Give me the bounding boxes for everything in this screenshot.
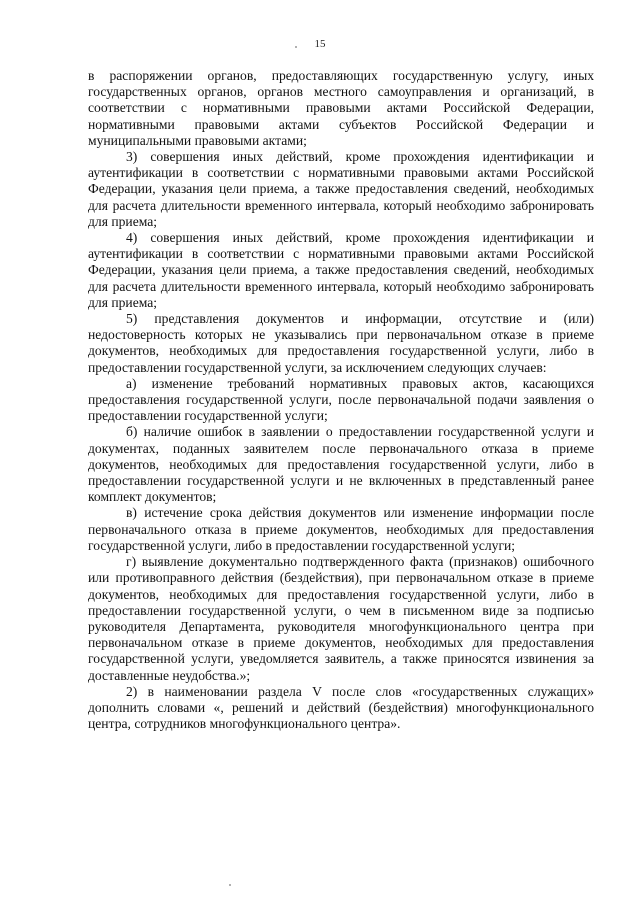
paragraph-item-3: 3) совершения иных действий, кроме прохождения идентификации и аутентификации в соответствии с нормативными правовыми актами Российской Федерации, указания цели приема, а также предоставления сведений, необходимых для расчета длительности временного интервала, который необходимо забронировать для приема; [88,149,594,229]
paragraph-subitem-v: в) истечение срока действия документов или изменение информации после первоначального отказа в приеме документов, необходимых для предоставления государственной услуги, либо в предоставлении государственной услуги; [88,505,594,553]
paragraph-continuation: в распоряжении органов, предоставляющих государственную услугу, иных государственных органов, органов местного самоуправления и организаций, в соответствии с нормативными правовыми актами Российской Федерации, нормативными правовыми актами субъектов Российской Федерации и муниципальными правовыми актами; [88,68,594,148]
paragraph-subitem-g: г) выявление документально подтвержденного факта (признаков) ошибочного или противоправного действия (бездействия), при первоначальном отказе в приеме документов, необходимых для предоставления государственной услуги, либо в предоставлении государственной услуги, о чем в письменном виде за подписью руководителя Департамента, руководителя многофункционального центра при первоначальном отказе в приеме документов, необходимых для предоставления государственной услуги, уведомляется заявитель, а также приносятся извинения за доставленные неудобства.»; [88,554,594,683]
paragraph-subitem-b: б) наличие ошибок в заявлении о предоставлении государственной услуги и документах, поданных заявителем после первоначального отказа в приеме документов, необходимых для предоставления государственной услуги, либо в предоставлении государственной услуги и не включенных в представленный ранее комплект документов; [88,424,594,505]
paragraph-item-5: 5) представления документов и информации, отсутствие и (или) недостоверность которых не указывались при первоначальном отказе в приеме документов, необходимых для предоставления государственной услуги, либо в предоставлении государственной услуги, за исключением следующих случаев: [88,311,594,375]
paragraph-subitem-a: а) изменение требований нормативных правовых актов, касающихся предоставления государственной услуги, после первоначальной подачи заявления о предоставлении государственной услуги; [88,375,594,424]
scan-speck [295,46,297,48]
paragraph-item-4: 4) совершения иных действий, кроме прохождения идентификации и аутентификации в соответствии с нормативными правовыми актами Российской Федерации, указания цели приема, а также предоставления сведений, необходимых для расчета длительности временного интервала, который необходимо забронировать для приема; [88,230,594,310]
paragraph-item-2: 2) в наименовании раздела V после слов «государственных служащих» дополнить словами «, решений и действий (бездействия) многофункционального центра, сотрудников многофункционального центра». [88,683,594,732]
scan-speck [229,884,231,886]
page-number: 15 [314,38,326,50]
document-body [88,68,594,732]
